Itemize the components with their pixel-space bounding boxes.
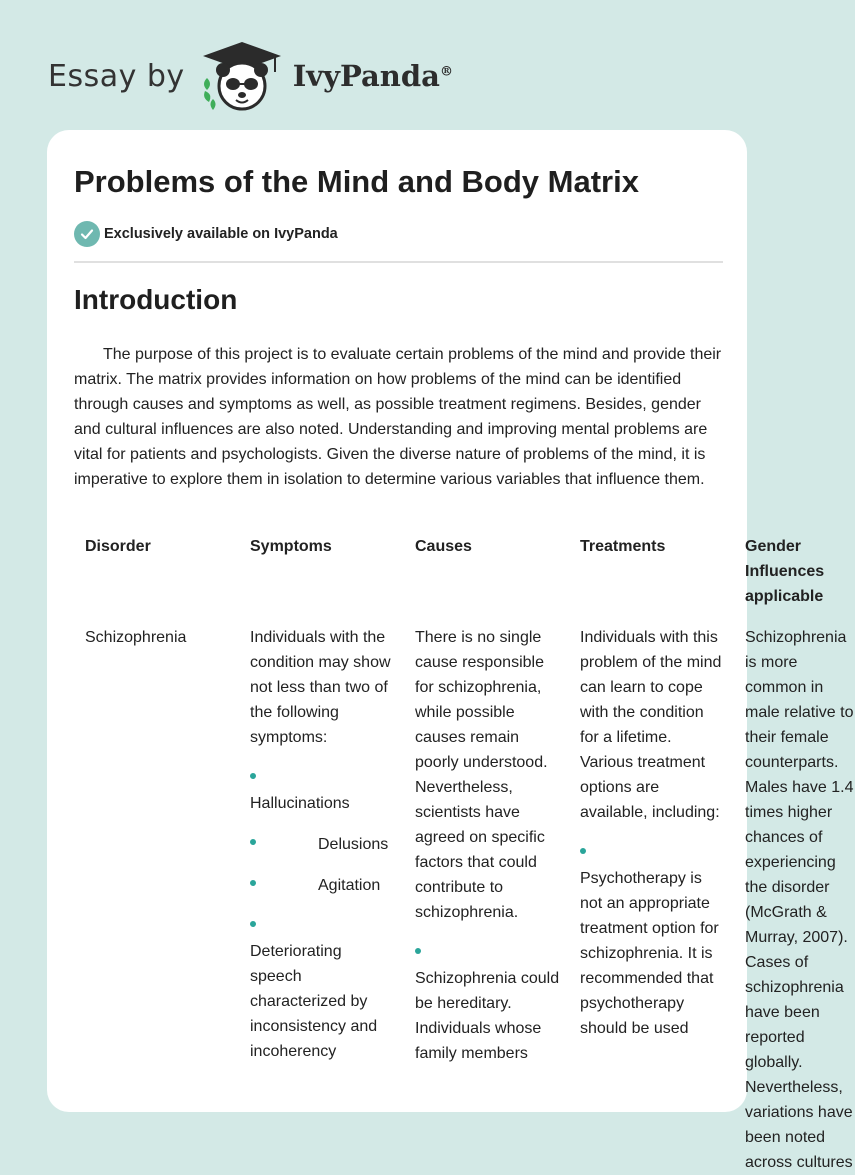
brand-name[interactable]: [293, 59, 453, 93]
bullet-icon: [250, 880, 256, 886]
list-item: [250, 873, 395, 898]
divider: [74, 261, 723, 263]
list-item: [250, 832, 395, 857]
cause-text: Schizophrenia could be hereditary. Individuals whose family members: [415, 970, 560, 1062]
bullet-icon: [250, 839, 256, 845]
check-icon: [74, 221, 100, 247]
panda-logo-icon[interactable]: [199, 40, 285, 112]
brand-text: IvyPanda: [292, 59, 440, 93]
treatments-intro: Individuals with this problem of the mind can learn to cope with the condition for a lifetime. Various treatment options are available, including:: [580, 629, 722, 821]
table-header-disorder: Disorder: [85, 538, 151, 555]
table-header-treatments: Treatments: [580, 538, 666, 555]
article-card: [47, 130, 854, 1171]
bullet-icon: [415, 948, 421, 954]
table-header-symptoms: Symptoms: [250, 538, 332, 555]
exclusive-label: Exclusively available on IvyPanda: [104, 226, 338, 242]
causes-intro: There is no single cause responsible for schizophrenia, while possible causes remain poorly understood. Nevertheless, scientists have agreed on specific factors that could contribute to schizophrenia.: [415, 629, 548, 921]
page-title: Problems of the Mind and Body Matrix: [74, 164, 639, 199]
treatment-text: Psychotherapy is not an appropriate treatment option for schizophrenia. It is recommended that psychotherapy should be used: [580, 870, 719, 1037]
list-item: [250, 766, 395, 816]
cell-disorder: Schizophrenia: [85, 629, 187, 646]
symptoms-intro: Individuals with the condition may show not less than two of the following symptoms:: [250, 629, 391, 746]
symptom-text: Hallucinations: [250, 795, 350, 812]
intro-paragraph: The purpose of this project is to evaluate certain problems of the mind and provide their matrix. The matrix provides information on how problems of the mind can be identified through causes and symptoms as well, as possible treatment regimens. Besides, gender and cultural influences are also noted. Understanding and improving mental problems are vital for patients and psychologists. Given the diverse nature of problems of the mind, it is imperative to explore them in isolation to determine various variables that influence them.: [74, 346, 722, 488]
list-item: [580, 841, 725, 1041]
bullet-icon: [250, 773, 256, 779]
table-header-causes: Causes: [415, 538, 472, 555]
cell-causes: [415, 625, 560, 1066]
registered-mark: ®: [439, 64, 453, 80]
cell-gender: Schizophrenia is more common in male relative to their female counterparts. Males have 1.4 times higher chances of experiencing the disorder (McGrath & Murray, 2007). Cases of schizophrenia have been reported globally. Nevertheless, variations have been noted across cultures: [745, 629, 854, 1171]
bullet-icon: [250, 921, 256, 927]
table-header-gender: Gender Influences applicable: [745, 538, 825, 605]
symptom-text: Deteriorating speech characterized by inconsistency and incoherency: [250, 943, 378, 1060]
exclusive-badge: [74, 221, 338, 247]
list-item: [415, 941, 560, 1066]
essay-by-label: Essay by: [48, 58, 185, 94]
section-heading: Introduction: [74, 284, 238, 315]
symptom-text: Delusions: [318, 836, 389, 853]
symptom-text: Agitation: [318, 877, 381, 894]
bullet-icon: [580, 848, 586, 854]
cell-symptoms: [250, 625, 395, 1064]
site-header: [48, 36, 453, 116]
cell-treatments: [580, 625, 725, 1041]
list-item: [250, 914, 395, 1064]
